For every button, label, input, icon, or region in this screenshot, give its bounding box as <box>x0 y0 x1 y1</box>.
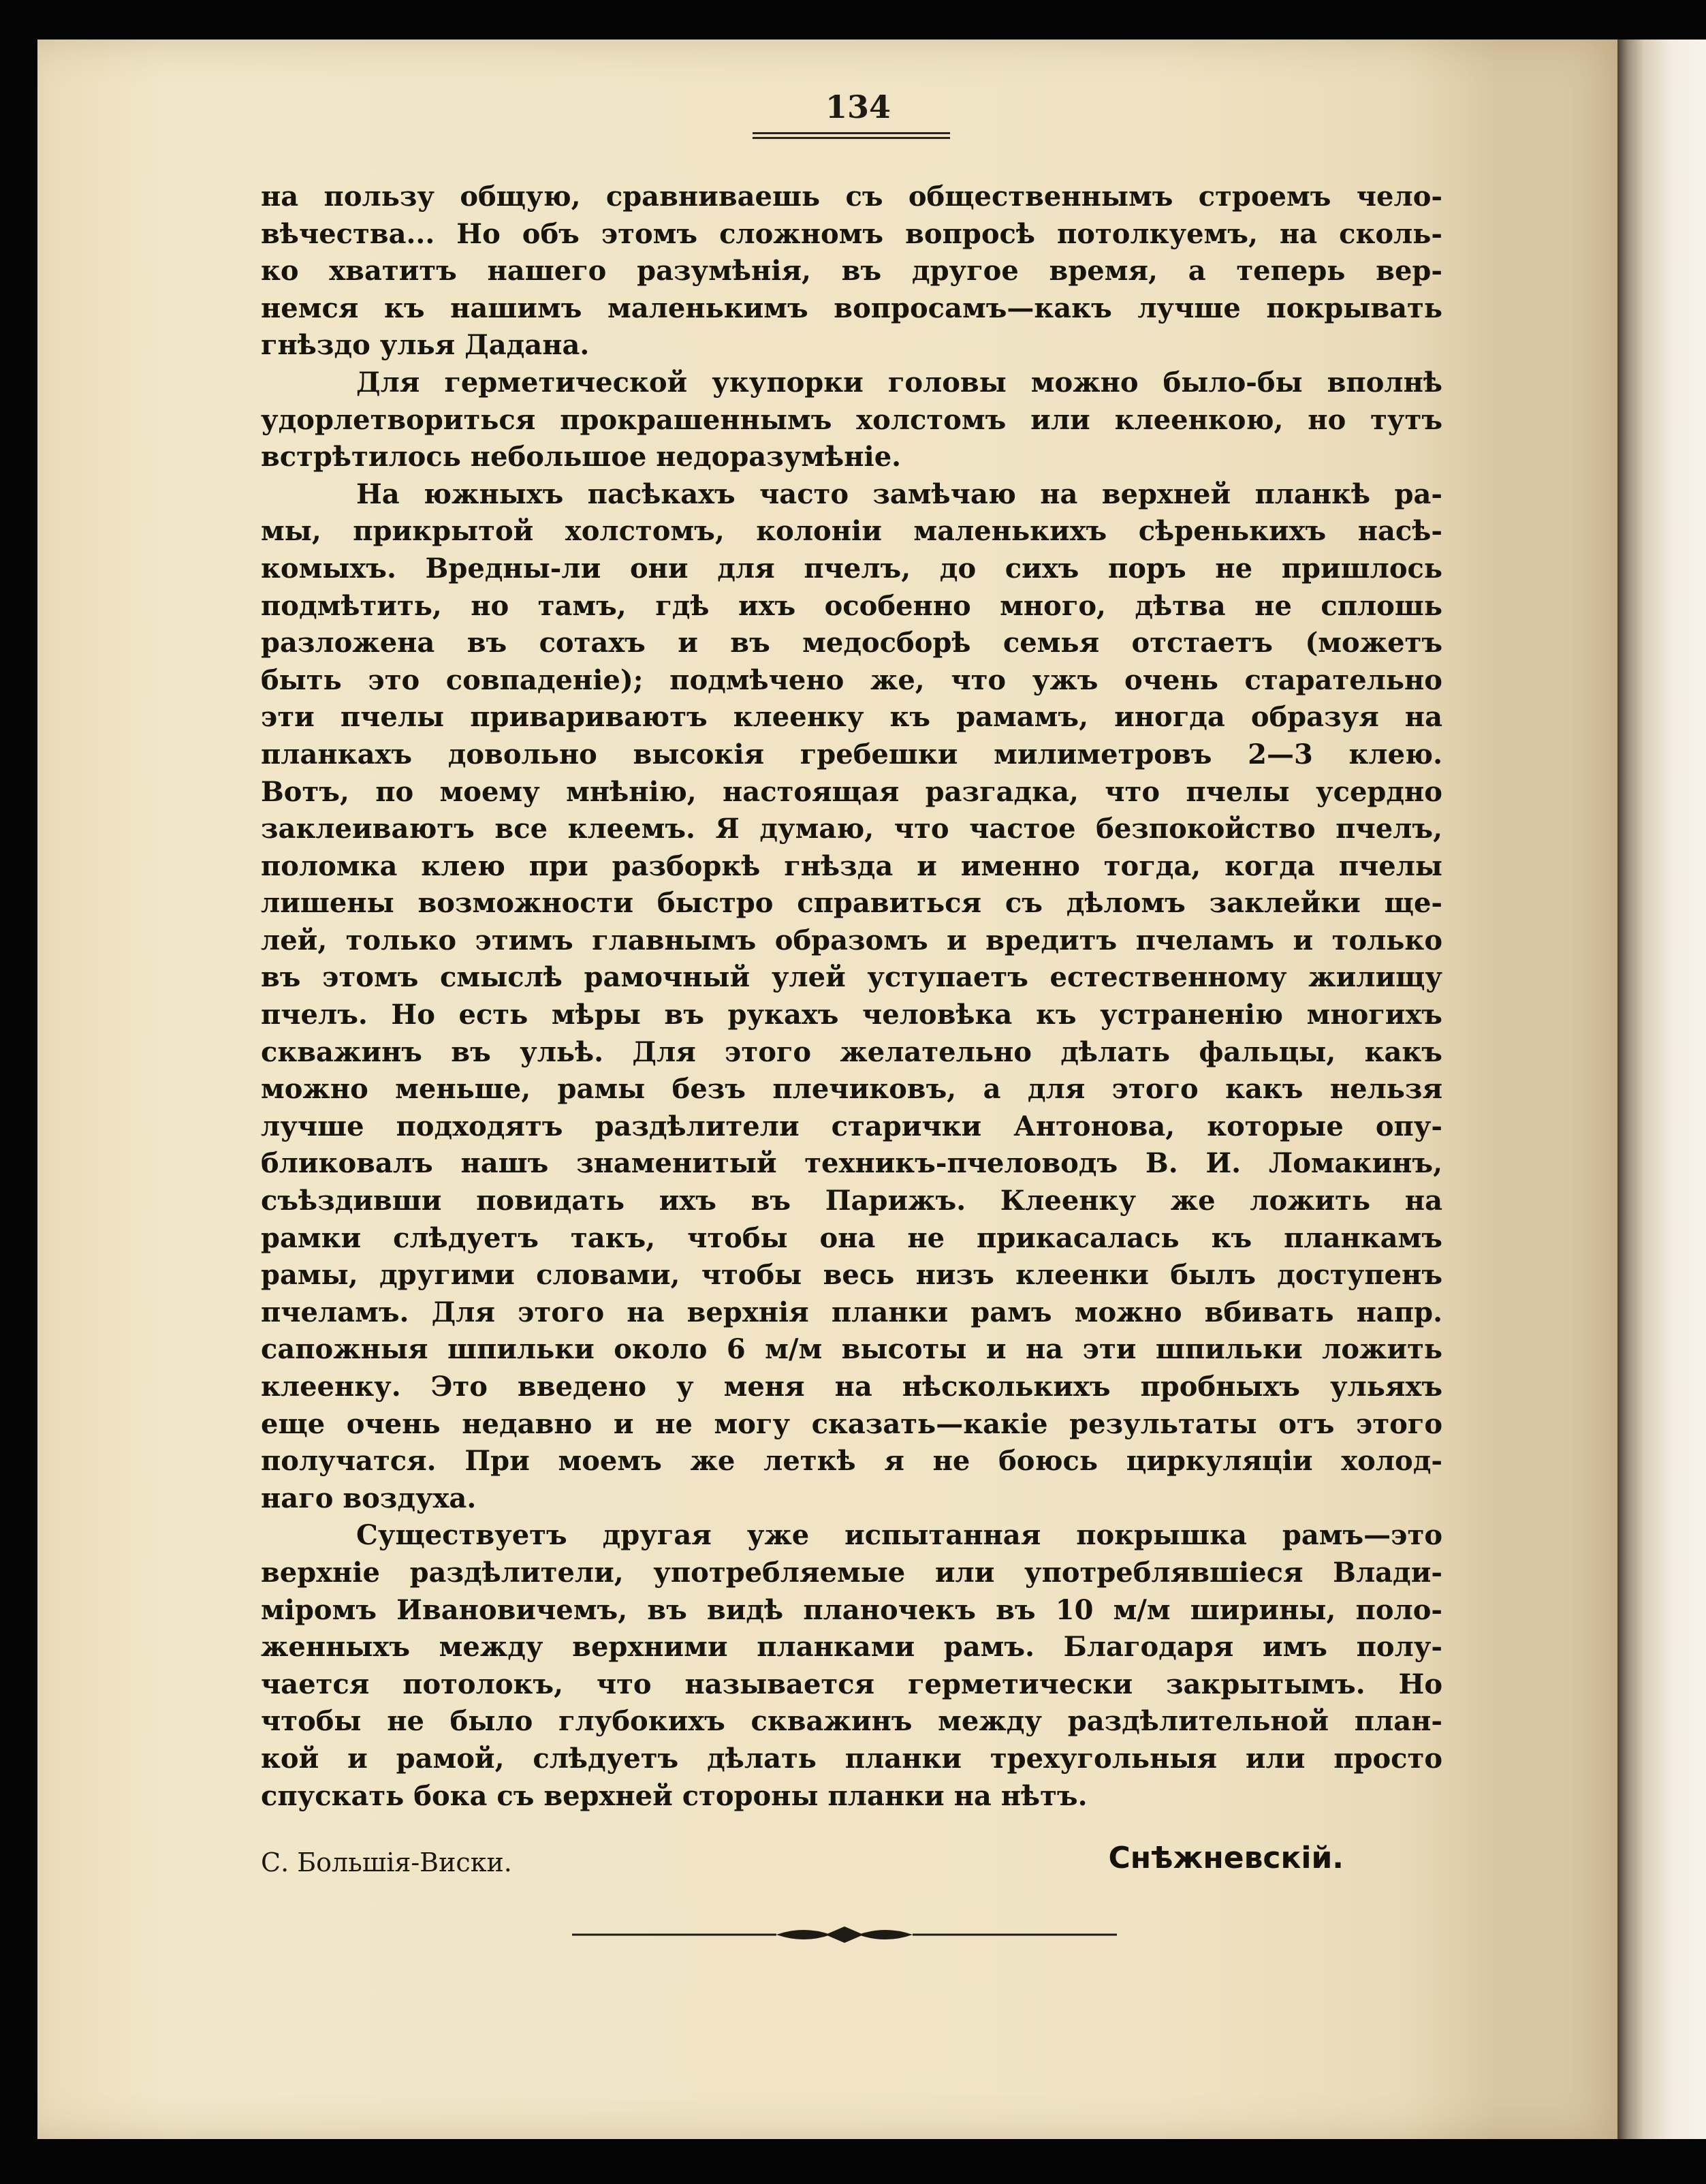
text-line: На южныхъ пасѣкахъ часто замѣчаю на верхней планкѣ ра- <box>356 478 1442 510</box>
page-number-rule-top <box>753 132 950 134</box>
text-line: удорлетвориться прокрашеннымъ холстомъ или клеенкою, но тутъ <box>261 403 1442 436</box>
text-line: сапожныя шпильки около 6 м/м высоты и на эти шпильки ложить <box>261 1333 1442 1366</box>
signature-author: Снѣжневскій. <box>1108 1841 1344 1875</box>
text-line: лей, только этимъ главнымъ образомъ и вредитъ пчеламъ и только <box>261 924 1442 956</box>
book-gutter <box>1617 40 1706 2139</box>
article-body <box>261 178 1442 1815</box>
text-line: лучше подходятъ раздѣлители старички Антонова, которые опу- <box>261 1110 1442 1142</box>
text-line: Для герметической укупорки головы можно было-бы вполнѣ <box>356 366 1442 399</box>
text-line: эти пчелы привариваютъ клеенку къ рамамъ, иногда образуя на <box>261 701 1442 734</box>
text-line: еще очень недавно и не могу сказать—какіе результаты отъ этого <box>261 1407 1442 1440</box>
text-line: можно меньше, рамы безъ плечиковъ, а для этого какъ нельзя <box>261 1073 1442 1106</box>
text-line: подмѣтить, но тамъ, гдѣ ихъ особенно много, дѣтва не сплошь <box>261 589 1442 622</box>
text-line: ко хватитъ нашего разумѣнія, въ другое время, а теперь вер- <box>261 255 1442 287</box>
text-line: лишены возможности быстро справиться съ дѣломъ заклейки ще- <box>261 887 1442 920</box>
text-line: кой и рамой, слѣдуетъ дѣлать планки трехугольныя или просто <box>261 1742 1442 1775</box>
text-line: чтобы не было глубокихъ скважинъ между раздѣлительной план- <box>261 1705 1442 1738</box>
text-line: наго воздуха. <box>261 1482 477 1514</box>
text-line: планкахъ довольно высокія гребешки милиметровъ 2—3 клею. <box>261 738 1442 770</box>
text-line: поломка клею при разборкѣ гнѣзда и именно тогда, когда пчелы <box>261 849 1442 882</box>
text-line: на пользу общую, сравниваешь съ общественнымъ строемъ чело- <box>261 181 1442 213</box>
text-line: міромъ Ивановичемъ, въ видѣ планочекъ въ 10 м/м ширины, поло- <box>261 1593 1442 1626</box>
text-line: пчеламъ. Для этого на верхнія планки рамъ можно вбивать напр. <box>261 1296 1442 1328</box>
closing-ornament <box>572 1921 1117 1948</box>
signature-row <box>261 1839 1344 1887</box>
text-line: быть это совпаденіе); подмѣчено же, что ужъ очень старательно <box>261 664 1442 696</box>
text-line: гнѣздо улья Дадана. <box>261 329 590 362</box>
text-line: Существуетъ другая уже испытанная покрышка рамъ—это <box>356 1519 1442 1552</box>
text-line: спускать бока съ верхней стороны планки на нѣтъ. <box>261 1779 1088 1812</box>
text-line: рамки слѣдуетъ такъ, чтобы она не прикасалась къ планкамъ <box>261 1221 1442 1254</box>
text-line: въ этомъ смыслѣ рамочный улей уступаетъ естественному жилищу <box>261 961 1442 994</box>
text-line: чается потолокъ, что называется герметически закрытымъ. Но <box>261 1668 1442 1700</box>
text-line: пчелъ. Но есть мѣры въ рукахъ человѣка къ устраненію многихъ <box>261 999 1442 1031</box>
page-number: 134 <box>825 89 891 125</box>
signature-place: С. Большія-Виски. <box>261 1847 512 1877</box>
text-line: съѣздивши повидать ихъ въ Парижъ. Клеенку же ложить на <box>261 1185 1442 1217</box>
text-line: встрѣтилось небольшое недоразумѣніе. <box>261 441 902 473</box>
text-line: бликовалъ нашъ знаменитый техникъ-пчеловодъ В. И. Ломакинъ, <box>261 1147 1442 1180</box>
text-line: клеенку. Это введено у меня на нѣсколькихъ пробныхъ ульяхъ <box>261 1371 1442 1403</box>
text-line: разложена въ сотахъ и въ медосборѣ семья отстаетъ (можетъ <box>261 627 1442 659</box>
text-line: Вотъ, по моему мнѣнію, настоящая разгадка, что пчелы усердно <box>261 775 1442 808</box>
page-number-rule-bottom <box>753 137 950 139</box>
text-line: женныхъ между верхними планками рамъ. Благодаря имъ полу- <box>261 1631 1442 1664</box>
text-line: скважинъ въ ульѣ. Для этого желательно дѣлать фальцы, какъ <box>261 1035 1442 1068</box>
text-line: рамы, другими словами, чтобы весь низъ клеенки былъ доступенъ <box>261 1259 1442 1292</box>
text-line: вѣчества... Но объ этомъ сложномъ вопросѣ потолкуемъ, на сколь- <box>261 217 1442 250</box>
text-line: получатся. При моемъ же леткѣ я не боюсь циркуляціи холод- <box>261 1445 1442 1478</box>
text-line: комыхъ. Вредны-ли они для пчелъ, до сихъ поръ не пришлось <box>261 552 1442 584</box>
text-line: заклеиваютъ все клеемъ. Я думаю, что частое безпокойство пчелъ, <box>261 813 1442 845</box>
text-line: верхніе раздѣлители, употребляемые или употреблявшіеся Влади- <box>261 1556 1442 1589</box>
text-line: мы, прикрытой холстомъ, колоніи маленькихъ сѣренькихъ насѣ- <box>261 515 1442 548</box>
text-line: немся къ нашимъ маленькимъ вопросамъ—какъ лучше покрывать <box>261 292 1442 324</box>
